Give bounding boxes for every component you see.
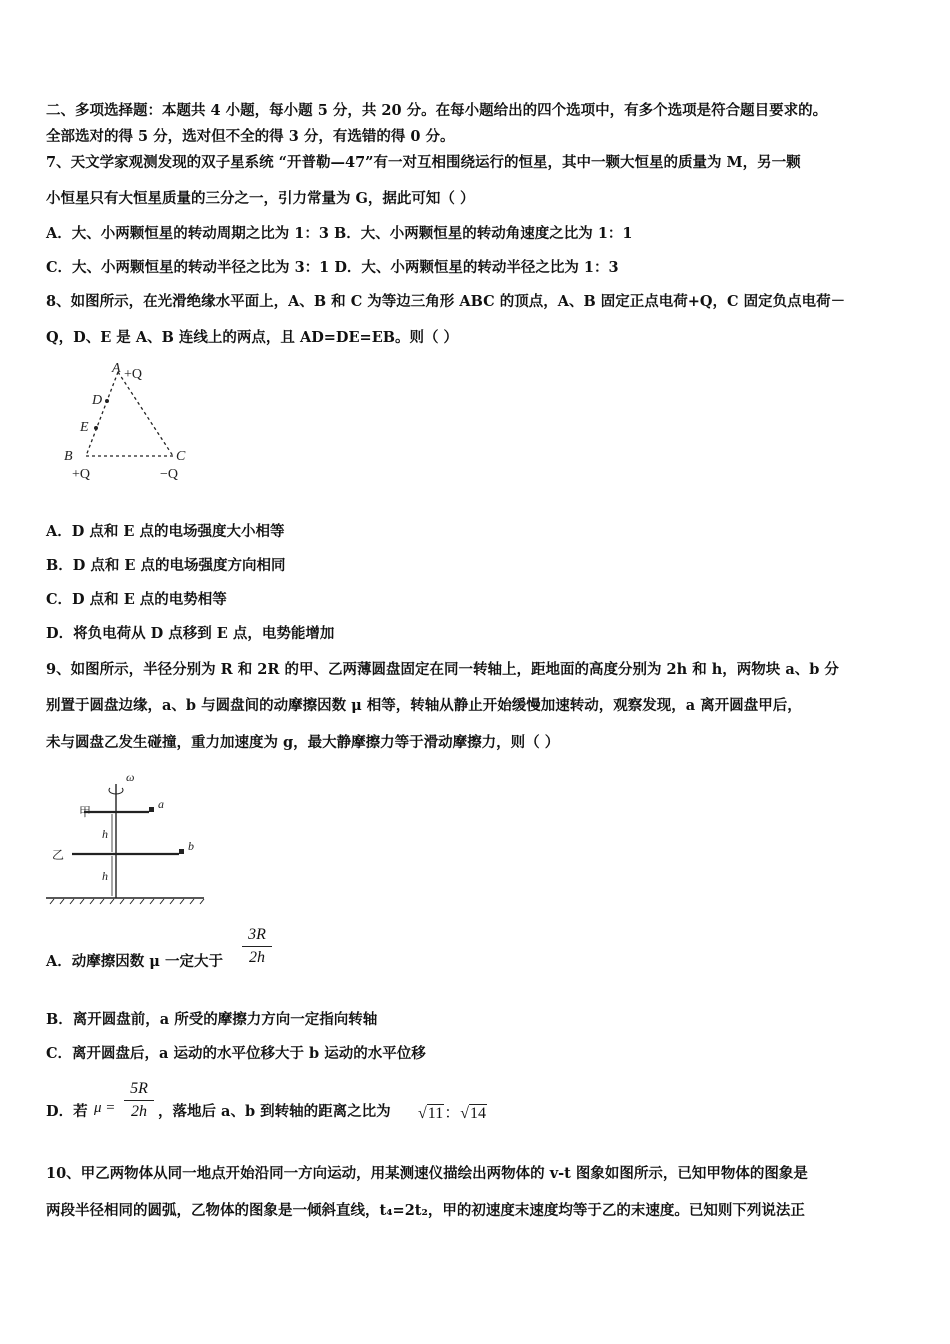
ground-hatching <box>50 899 204 904</box>
sqrt-sign-2: √ <box>460 1105 469 1122</box>
sqrt-sign-1: √ <box>418 1105 427 1122</box>
label-c: C <box>176 449 186 464</box>
ratio-colon: ： <box>444 1105 461 1122</box>
section-title-line1: 二、多项选择题：本题共 4 小题，每小题 5 分，共 20 分。在每小题给出的四个选项中，有多个选项是符合题目要求的。 <box>46 102 828 119</box>
q9-stem-line1: 9、如图所示，半径分别为 R 和 2R 的甲、乙两薄圆盘固定在同一转轴上，距地面的高度分别为 2h 和 h，两物块 a、b 分 <box>46 661 839 678</box>
fraction-numerator: 3R <box>248 926 266 943</box>
sqrt-radicand-1: 11 <box>427 1105 444 1122</box>
label-a-charge: +Q <box>124 367 143 382</box>
label-e: E <box>80 420 89 435</box>
q9-option-b: B．离开圆盘前，a 所受的摩擦力方向一定指向转轴 <box>46 1011 378 1028</box>
q10-stem-line1: 10、甲乙两物体从同一地点开始沿同一方向运动，用某测速仪描绘出两物体的 v-t 图象如图所示，已知甲物体的图象是 <box>46 1165 808 1182</box>
label-a: a <box>158 797 164 811</box>
q10-stem-line2: 两段半径相同的圆弧，乙物体的图象是一倾斜直线，t₄=2t₂，甲的初速度末速度均等于乙的末速度。已知则下列说法正 <box>46 1202 805 1219</box>
omega-label: ω <box>126 770 135 784</box>
q9-option-d-mid: ，落地后 a、b 到转轴的距离之比为 <box>158 1103 391 1120</box>
label-a: A <box>112 361 121 376</box>
label-b: B <box>64 449 73 464</box>
q8-triangle-figure <box>58 358 198 486</box>
q7-options-cd: C．大、小两颗恒星的转动半径之比为 3：1 D．大、小两颗恒星的转动半径之比为 1：3 <box>46 259 619 276</box>
fraction-denominator: 2h <box>131 1103 147 1120</box>
edge-ac <box>118 372 173 456</box>
section-title-line2: 全部选对的得 5 分，选对但不全的得 3 分，有选错的得 0 分。 <box>46 128 455 145</box>
q9-option-d-mu: μ = <box>94 1100 116 1116</box>
label-c-charge: −Q <box>160 467 179 482</box>
q9-option-a-fraction <box>242 926 272 967</box>
block-b <box>179 849 184 854</box>
q9-disk-figure <box>44 768 214 910</box>
q9-stem-line3: 未与圆盘乙发生碰撞，重力加速度为 g，最大静摩擦力等于滑动摩擦力，则（ ） <box>46 734 560 751</box>
block-a <box>149 807 154 812</box>
label-h1: h <box>102 827 108 841</box>
q8-stem-line2: Q，D、E 是 A、B 连线上的两点，且 AD=DE=EB。则（ ） <box>46 329 459 346</box>
sqrt-radicand-2: 14 <box>469 1105 486 1122</box>
fraction-numerator: 5R <box>130 1080 148 1097</box>
q8-option-b: B．D 点和 E 点的电场强度方向相同 <box>46 557 286 574</box>
q8-option-a: A．D 点和 E 点的电场强度大小相等 <box>46 523 285 540</box>
edge-ab <box>86 372 118 456</box>
q9-option-d-fraction <box>124 1080 154 1121</box>
q8-stem-line1: 8、如图所示，在光滑绝缘水平面上，A、B 和 C 为等边三角形 ABC 的顶点，A、B 固定正点电荷+Q，C 固定负点电荷－ <box>46 293 846 310</box>
label-h2: h <box>102 869 108 883</box>
q9-option-d-ratio <box>418 1100 487 1123</box>
q7-options-ab: A．大、小两颗恒星的转动周期之比为 1：3 B．大、小两颗恒星的转动角速度之比为 1：1 <box>46 225 633 242</box>
q8-option-c: C．D 点和 E 点的电势相等 <box>46 591 227 608</box>
label-d: D <box>92 393 103 408</box>
point-e <box>94 426 98 430</box>
q9-option-d-prefix: D．若 <box>46 1103 88 1120</box>
label-b: b <box>188 839 194 853</box>
q8-option-d: D．将负电荷从 D 点移到 E 点，电势能增加 <box>46 625 335 642</box>
q7-stem-line1: 7、天文学家观测发现的双子星系统 “开普勒—47”有一对互相围绕运行的恒星，其中一颗大恒星的质量为 M，另一颗 <box>46 154 801 171</box>
fraction-denominator: 2h <box>249 949 265 966</box>
q9-stem-line2: 别置于圆盘边缘，a、b 与圆盘间的动摩擦因数 μ 相等，转轴从静止开始缓慢加速转动，观察发现，a 离开圆盘甲后， <box>46 697 802 714</box>
point-d <box>105 399 109 403</box>
q7-stem-line2: 小恒星只有大恒星质量的三分之一，引力常量为 G，据此可知（ ） <box>46 190 475 207</box>
label-yi: 乙 <box>52 848 65 862</box>
label-b-charge: +Q <box>72 467 91 482</box>
fraction-bar <box>124 1100 154 1101</box>
fraction-bar <box>242 946 272 947</box>
q9-option-c: C．离开圆盘后，a 运动的水平位移大于 b 运动的水平位移 <box>46 1045 426 1062</box>
q9-option-a-text: A．动摩擦因数 μ 一定大于 <box>46 953 223 970</box>
label-jia: 甲 <box>79 805 92 819</box>
